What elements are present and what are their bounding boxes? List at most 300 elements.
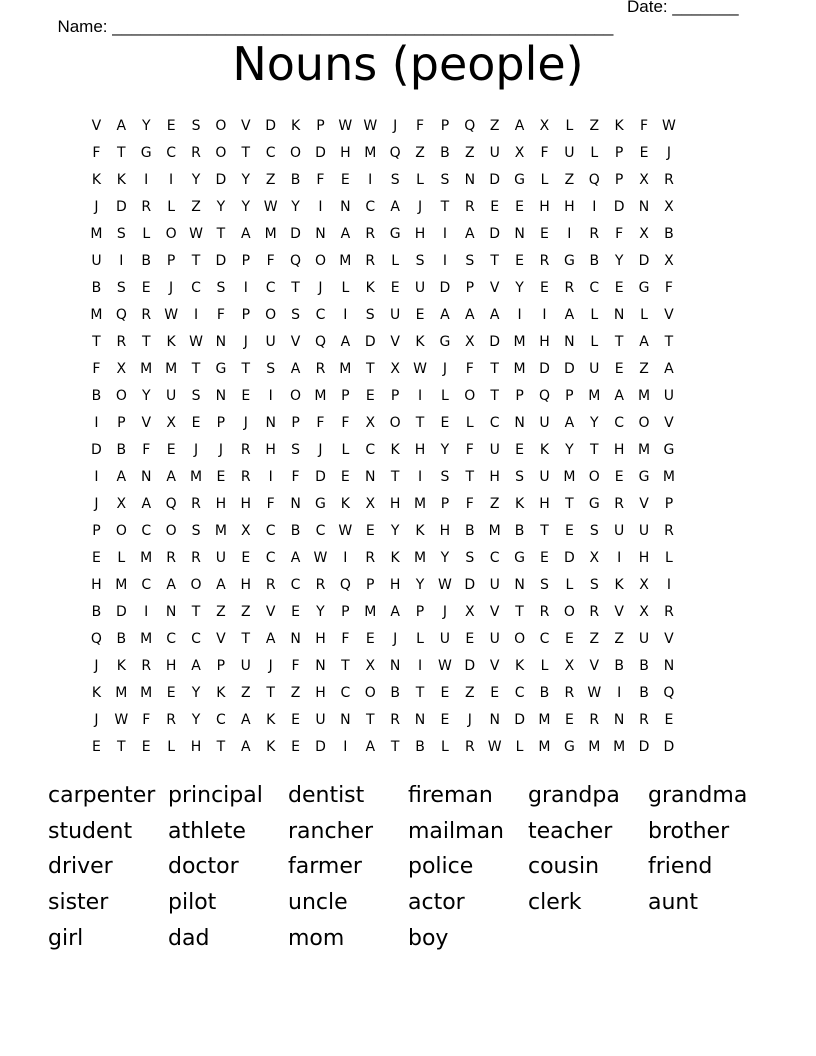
grid-letter[interactable]: R xyxy=(116,333,127,350)
grid-letter[interactable]: U xyxy=(315,711,326,728)
grid-letter[interactable]: X xyxy=(639,225,649,242)
grid-letter[interactable]: F xyxy=(615,225,624,242)
grid-letter[interactable]: I xyxy=(617,684,622,701)
grid-letter[interactable]: S xyxy=(116,279,126,296)
grid-letter[interactable]: A xyxy=(290,549,301,566)
grid-letter[interactable]: N xyxy=(340,198,351,215)
grid-letter[interactable]: R xyxy=(464,198,475,215)
grid-letter[interactable]: M xyxy=(588,738,601,755)
grid-letter[interactable]: J xyxy=(94,657,99,674)
grid-letter[interactable]: A xyxy=(116,468,127,485)
grid-letter[interactable]: Z xyxy=(240,603,251,620)
grid-letter[interactable]: M xyxy=(588,387,601,404)
grid-letter[interactable]: N xyxy=(315,225,326,242)
grid-letter[interactable]: E xyxy=(141,738,151,755)
grid-letter[interactable]: E xyxy=(390,279,400,296)
grid-letter[interactable]: D xyxy=(638,252,650,269)
grid-letter[interactable]: X xyxy=(639,576,649,593)
grid-letter[interactable]: W xyxy=(437,657,452,674)
grid-letter[interactable]: D xyxy=(290,225,301,242)
grid-letter[interactable]: E xyxy=(92,738,101,755)
grid-letter[interactable]: Q xyxy=(165,495,177,512)
grid-letter[interactable]: P xyxy=(515,387,524,404)
grid-letter[interactable]: G xyxy=(315,495,326,512)
grid-letter[interactable]: A xyxy=(241,711,251,728)
grid-letter[interactable]: M xyxy=(364,603,377,620)
grid-letter[interactable]: C xyxy=(141,522,152,539)
grid-letter[interactable]: I xyxy=(268,468,273,485)
grid-letter[interactable]: L xyxy=(590,144,599,161)
grid-letter[interactable]: U xyxy=(215,549,227,566)
grid-letter[interactable]: G xyxy=(588,495,600,512)
grid-letter[interactable]: S xyxy=(415,252,425,269)
grid-letter[interactable]: E xyxy=(166,441,176,458)
grid-letter[interactable]: E xyxy=(540,549,549,566)
grid-letter[interactable]: F xyxy=(266,495,275,512)
grid-letter[interactable]: W xyxy=(164,306,179,323)
grid-letter[interactable]: E xyxy=(515,441,525,458)
grid-letter[interactable]: S xyxy=(291,441,301,458)
grid-letter[interactable]: R xyxy=(365,549,376,566)
grid-letter[interactable]: Z xyxy=(564,171,575,188)
grid-letter[interactable]: X xyxy=(116,360,127,377)
grid-letter[interactable]: R xyxy=(191,144,201,161)
date-field[interactable]: Date: _______ xyxy=(627,0,739,16)
grid-letter[interactable]: M xyxy=(115,576,128,593)
grid-letter[interactable]: Q xyxy=(464,117,476,134)
grid-letter[interactable]: M xyxy=(264,225,277,242)
grid-letter[interactable]: A xyxy=(465,306,475,323)
grid-letter[interactable]: O xyxy=(364,684,376,701)
grid-letter[interactable]: P xyxy=(92,522,101,539)
grid-letter[interactable]: C xyxy=(265,522,276,539)
grid-letter[interactable]: V xyxy=(290,333,301,350)
grid-letter[interactable]: I xyxy=(169,171,174,188)
grid-letter[interactable]: M xyxy=(613,738,626,755)
grid-letter[interactable]: P xyxy=(291,414,300,431)
grid-letter[interactable]: D xyxy=(489,171,501,188)
grid-letter[interactable]: S xyxy=(365,306,375,323)
grid-letter[interactable]: D xyxy=(638,738,650,755)
grid-letter[interactable]: H xyxy=(414,441,426,458)
grid-letter[interactable]: T xyxy=(216,225,226,242)
grid-letter[interactable]: S xyxy=(266,360,276,377)
grid-letter[interactable]: J xyxy=(393,630,398,647)
grid-letter[interactable]: P xyxy=(614,171,624,188)
grid-letter[interactable]: O xyxy=(165,225,177,242)
grid-letter[interactable]: K xyxy=(415,522,425,539)
grid-letter[interactable]: C xyxy=(340,684,351,701)
grid-letter[interactable]: R xyxy=(191,495,201,512)
grid-letter[interactable]: J xyxy=(442,603,447,620)
grid-letter[interactable]: L xyxy=(341,441,350,458)
grid-letter[interactable]: E xyxy=(291,738,300,755)
grid-letter[interactable]: R xyxy=(664,171,674,188)
grid-letter[interactable]: E xyxy=(440,414,450,431)
grid-letter[interactable]: O xyxy=(290,144,302,161)
grid-letter[interactable]: C xyxy=(489,549,500,566)
grid-letter[interactable]: X xyxy=(390,360,400,377)
grid-letter[interactable]: U xyxy=(589,360,600,377)
grid-letter[interactable]: N xyxy=(165,603,177,620)
grid-letter[interactable]: P xyxy=(316,117,325,134)
grid-letter[interactable]: T xyxy=(390,738,400,755)
grid-letter[interactable]: D xyxy=(265,117,277,134)
grid-letter[interactable]: L xyxy=(515,738,524,755)
grid-letter[interactable]: E xyxy=(564,711,574,728)
grid-letter[interactable]: R xyxy=(464,738,475,755)
grid-letter[interactable]: H xyxy=(389,576,401,593)
grid-letter[interactable]: J xyxy=(218,441,223,458)
grid-letter[interactable]: O xyxy=(190,576,202,593)
grid-letter[interactable]: L xyxy=(167,198,176,215)
grid-letter[interactable]: M xyxy=(637,441,651,458)
grid-letter[interactable]: U xyxy=(489,630,500,647)
grid-letter[interactable]: T xyxy=(341,657,350,674)
grid-letter[interactable]: C xyxy=(514,684,525,701)
grid-letter[interactable]: W xyxy=(189,225,203,242)
grid-letter[interactable]: V xyxy=(589,657,600,674)
grid-letter[interactable]: E xyxy=(614,360,624,377)
grid-letter[interactable]: C xyxy=(315,306,326,323)
grid-letter[interactable]: H xyxy=(638,549,650,566)
grid-letter[interactable]: Y xyxy=(141,117,151,134)
grid-letter[interactable]: M xyxy=(413,495,427,512)
grid-letter[interactable]: E xyxy=(465,630,475,647)
grid-letter[interactable]: D xyxy=(489,225,501,242)
grid-letter[interactable]: B xyxy=(116,441,127,458)
grid-letter[interactable]: F xyxy=(640,117,649,134)
grid-letter[interactable]: E xyxy=(365,387,375,404)
grid-letter[interactable]: O xyxy=(464,387,476,404)
grid-letter[interactable]: S xyxy=(589,576,599,593)
grid-letter[interactable]: L xyxy=(441,387,449,404)
grid-letter[interactable]: M xyxy=(513,360,526,377)
grid-letter[interactable]: P xyxy=(366,576,375,593)
grid-letter[interactable]: I xyxy=(94,468,99,485)
grid-letter[interactable]: F xyxy=(540,144,549,161)
grid-letter[interactable]: H xyxy=(539,333,550,350)
grid-letter[interactable]: I xyxy=(542,306,547,323)
grid-letter[interactable]: D xyxy=(315,468,326,485)
grid-letter[interactable]: S xyxy=(291,306,301,323)
grid-letter[interactable]: C xyxy=(489,414,500,431)
grid-letter[interactable]: E xyxy=(440,711,450,728)
grid-letter[interactable]: B xyxy=(91,279,102,296)
grid-letter[interactable]: N xyxy=(638,198,650,215)
grid-letter[interactable]: E xyxy=(614,468,624,485)
grid-letter[interactable]: K xyxy=(340,495,350,512)
grid-letter[interactable]: T xyxy=(241,360,251,377)
grid-letter[interactable]: L xyxy=(391,252,400,269)
grid-letter[interactable]: Q xyxy=(314,333,326,350)
grid-letter[interactable]: Y xyxy=(191,711,201,728)
grid-letter[interactable]: L xyxy=(167,738,176,755)
grid-letter[interactable]: K xyxy=(539,441,550,458)
grid-letter[interactable]: E xyxy=(564,630,574,647)
grid-letter[interactable]: T xyxy=(117,144,126,161)
grid-letter[interactable]: K xyxy=(266,711,276,728)
grid-letter[interactable]: A xyxy=(390,603,400,620)
grid-letter[interactable]: K xyxy=(514,495,525,512)
name-field[interactable]: Name: _____________________________________________________ xyxy=(57,17,614,36)
grid-letter[interactable]: J xyxy=(243,414,248,431)
grid-letter[interactable]: Y xyxy=(191,684,201,701)
grid-letter[interactable]: Z xyxy=(265,171,276,188)
grid-letter[interactable]: U xyxy=(91,252,102,269)
grid-letter[interactable]: S xyxy=(216,279,226,296)
grid-letter[interactable]: U xyxy=(414,279,426,296)
grid-letter[interactable]: T xyxy=(540,522,549,539)
grid-letter[interactable]: N xyxy=(514,225,525,242)
grid-letter[interactable]: T xyxy=(440,198,450,215)
grid-letter[interactable]: R xyxy=(240,468,251,485)
grid-letter[interactable]: T xyxy=(415,414,425,431)
grid-letter[interactable]: U xyxy=(564,144,575,161)
grid-letter[interactable]: D xyxy=(215,252,227,269)
grid-letter[interactable]: U xyxy=(539,414,550,431)
grid-letter[interactable]: X xyxy=(514,144,525,161)
grid-letter[interactable]: A xyxy=(166,468,176,485)
grid-letter[interactable]: C xyxy=(365,441,376,458)
grid-letter[interactable]: E xyxy=(340,468,350,485)
grid-letter[interactable]: I xyxy=(243,279,248,296)
grid-letter[interactable]: J xyxy=(666,144,671,161)
grid-letter[interactable]: P xyxy=(216,414,226,431)
grid-letter[interactable]: Y xyxy=(415,576,425,593)
grid-letter[interactable]: U xyxy=(614,522,625,539)
grid-letter[interactable]: I xyxy=(417,657,423,674)
grid-letter[interactable]: Q xyxy=(663,684,675,701)
grid-letter[interactable]: X xyxy=(116,495,127,512)
grid-letter[interactable]: T xyxy=(490,252,499,269)
grid-letter[interactable]: V xyxy=(241,117,251,134)
grid-letter[interactable]: L xyxy=(665,549,673,566)
grid-letter[interactable]: V xyxy=(664,306,674,323)
grid-letter[interactable]: Q xyxy=(290,252,302,269)
grid-letter[interactable]: W xyxy=(338,522,353,539)
grid-letter[interactable]: K xyxy=(390,441,400,458)
grid-letter[interactable]: I xyxy=(144,603,149,620)
grid-letter[interactable]: F xyxy=(415,117,425,134)
grid-letter[interactable]: A xyxy=(191,657,201,674)
grid-letter[interactable]: V xyxy=(489,657,500,674)
grid-letter[interactable]: F xyxy=(316,414,325,431)
grid-letter[interactable]: T xyxy=(92,333,101,350)
grid-letter[interactable]: Z xyxy=(489,117,500,134)
grid-letter[interactable]: P xyxy=(117,414,126,431)
grid-letter[interactable]: I xyxy=(592,198,597,215)
grid-letter[interactable]: I xyxy=(343,306,348,323)
grid-letter[interactable]: T xyxy=(191,360,201,377)
grid-letter[interactable]: A xyxy=(340,333,351,350)
grid-letter[interactable]: X xyxy=(639,171,649,188)
grid-letter[interactable]: A xyxy=(141,495,152,512)
grid-letter[interactable]: Y xyxy=(291,198,300,215)
grid-letter[interactable]: I xyxy=(343,549,348,566)
grid-letter[interactable]: Z xyxy=(191,198,201,215)
grid-letter[interactable]: H xyxy=(240,576,252,593)
grid-letter[interactable]: F xyxy=(291,468,300,485)
grid-letter[interactable]: A xyxy=(166,576,176,593)
grid-letter[interactable]: N xyxy=(414,711,426,728)
grid-letter[interactable]: A xyxy=(241,738,251,755)
grid-letter[interactable]: H xyxy=(190,738,202,755)
grid-letter[interactable]: I xyxy=(442,225,447,242)
grid-letter[interactable]: E xyxy=(241,549,251,566)
grid-letter[interactable]: W xyxy=(487,738,502,755)
grid-letter[interactable]: F xyxy=(92,360,101,377)
grid-letter[interactable]: W xyxy=(662,117,676,134)
grid-letter[interactable]: D xyxy=(464,657,476,674)
grid-letter[interactable]: B xyxy=(290,171,301,188)
grid-letter[interactable]: E xyxy=(490,684,500,701)
grid-letter[interactable]: E xyxy=(291,603,300,620)
grid-letter[interactable]: T xyxy=(291,279,300,296)
grid-letter[interactable]: P xyxy=(440,495,450,512)
grid-letter[interactable]: G xyxy=(563,252,575,269)
grid-letter[interactable]: I xyxy=(417,468,423,485)
grid-letter[interactable]: P xyxy=(341,387,350,404)
grid-letter[interactable]: Z xyxy=(240,684,251,701)
grid-letter[interactable]: O xyxy=(314,252,326,269)
grid-letter[interactable]: O xyxy=(115,387,127,404)
grid-letter[interactable]: P xyxy=(565,387,574,404)
grid-letter[interactable]: N xyxy=(514,576,525,593)
grid-letter[interactable]: J xyxy=(467,711,472,728)
grid-letter[interactable]: A xyxy=(440,306,450,323)
grid-letter[interactable]: U xyxy=(489,576,500,593)
grid-letter[interactable]: U xyxy=(489,144,500,161)
grid-letter[interactable]: T xyxy=(465,468,475,485)
grid-letter[interactable]: M xyxy=(115,684,128,701)
grid-letter[interactable]: K xyxy=(91,684,102,701)
grid-letter[interactable]: R xyxy=(589,711,600,728)
grid-letter[interactable]: M xyxy=(513,333,526,350)
grid-letter[interactable]: M xyxy=(214,522,227,539)
grid-letter[interactable]: R xyxy=(664,603,674,620)
grid-letter[interactable]: A xyxy=(340,225,351,242)
grid-letter[interactable]: W xyxy=(189,333,203,350)
grid-letter[interactable]: D xyxy=(514,711,525,728)
grid-letter[interactable]: E xyxy=(365,630,375,647)
grid-letter[interactable]: H xyxy=(165,657,177,674)
grid-letter[interactable]: E xyxy=(340,171,350,188)
grid-letter[interactable]: F xyxy=(316,171,325,188)
grid-letter[interactable]: J xyxy=(94,198,99,215)
grid-letter[interactable]: R xyxy=(166,711,176,728)
grid-letter[interactable]: L xyxy=(341,279,350,296)
grid-letter[interactable]: O xyxy=(115,522,127,539)
grid-letter[interactable]: H xyxy=(439,522,451,539)
grid-letter[interactable]: W xyxy=(338,117,353,134)
grid-letter[interactable]: V xyxy=(216,630,226,647)
grid-letter[interactable]: K xyxy=(116,657,126,674)
grid-letter[interactable]: E xyxy=(191,414,201,431)
grid-letter[interactable]: G xyxy=(663,441,675,458)
grid-letter[interactable]: H xyxy=(414,225,426,242)
grid-letter[interactable]: N xyxy=(514,414,525,431)
grid-letter[interactable]: Y xyxy=(316,603,325,620)
grid-letter[interactable]: C xyxy=(265,144,276,161)
grid-letter[interactable]: N xyxy=(265,414,276,431)
grid-letter[interactable]: F xyxy=(341,414,350,431)
grid-letter[interactable]: T xyxy=(589,441,599,458)
grid-letter[interactable]: B xyxy=(664,225,674,242)
grid-letter[interactable]: X xyxy=(240,522,251,539)
grid-letter[interactable]: R xyxy=(141,198,152,215)
grid-letter[interactable]: L xyxy=(540,657,549,674)
grid-letter[interactable]: P xyxy=(664,495,674,512)
grid-letter[interactable]: P xyxy=(166,252,176,269)
grid-letter[interactable]: K xyxy=(166,333,176,350)
grid-letter[interactable]: F xyxy=(465,495,474,512)
grid-letter[interactable]: Q xyxy=(588,171,600,188)
grid-letter[interactable]: X xyxy=(539,117,550,134)
grid-letter[interactable]: I xyxy=(268,387,273,404)
grid-letter[interactable]: R xyxy=(315,360,326,377)
grid-letter[interactable]: M xyxy=(140,684,153,701)
grid-letter[interactable]: P xyxy=(216,657,226,674)
grid-letter[interactable]: N xyxy=(613,306,625,323)
grid-letter[interactable]: V xyxy=(664,414,674,431)
grid-letter[interactable]: D xyxy=(439,279,451,296)
grid-letter[interactable]: T xyxy=(390,468,400,485)
grid-letter[interactable]: P xyxy=(465,279,475,296)
grid-letter[interactable]: A xyxy=(639,333,649,350)
grid-letter[interactable]: O xyxy=(265,306,277,323)
grid-letter[interactable]: H xyxy=(489,468,500,485)
grid-letter[interactable]: I xyxy=(666,576,671,593)
grid-letter[interactable]: V xyxy=(664,630,674,647)
grid-letter[interactable]: E xyxy=(540,279,549,296)
grid-letter[interactable]: I xyxy=(442,252,447,269)
grid-letter[interactable]: L xyxy=(565,117,574,134)
grid-letter[interactable]: B xyxy=(141,252,152,269)
grid-letter[interactable]: C xyxy=(191,630,201,647)
grid-letter[interactable]: G xyxy=(439,333,451,350)
grid-letter[interactable]: A xyxy=(564,306,575,323)
grid-letter[interactable]: Z xyxy=(589,630,600,647)
grid-letter[interactable]: C xyxy=(265,279,276,296)
grid-letter[interactable]: C xyxy=(539,630,550,647)
grid-letter[interactable]: A xyxy=(216,576,226,593)
grid-letter[interactable]: E xyxy=(241,387,251,404)
grid-letter[interactable]: X xyxy=(166,414,176,431)
grid-letter[interactable]: T xyxy=(515,603,524,620)
grid-letter[interactable]: W xyxy=(114,711,129,728)
grid-letter[interactable]: X xyxy=(365,495,376,512)
grid-letter[interactable]: H xyxy=(240,495,252,512)
grid-letter[interactable]: V xyxy=(141,414,152,431)
grid-letter[interactable]: L xyxy=(590,333,599,350)
grid-letter[interactable]: R xyxy=(365,252,376,269)
grid-letter[interactable]: E xyxy=(515,252,525,269)
grid-letter[interactable]: S xyxy=(116,225,126,242)
grid-letter[interactable]: B xyxy=(290,522,301,539)
grid-letter[interactable]: M xyxy=(189,468,203,485)
grid-letter[interactable]: D xyxy=(215,171,227,188)
grid-letter[interactable]: H xyxy=(340,144,351,161)
grid-letter[interactable]: Z xyxy=(639,360,649,377)
grid-letter[interactable]: A xyxy=(514,117,525,134)
grid-letter[interactable]: P xyxy=(415,603,425,620)
grid-letter[interactable]: Q xyxy=(389,144,401,161)
grid-letter[interactable]: S xyxy=(515,468,525,485)
grid-letter[interactable]: A xyxy=(489,306,500,323)
grid-letter[interactable]: T xyxy=(216,738,226,755)
grid-letter[interactable]: R xyxy=(539,603,550,620)
